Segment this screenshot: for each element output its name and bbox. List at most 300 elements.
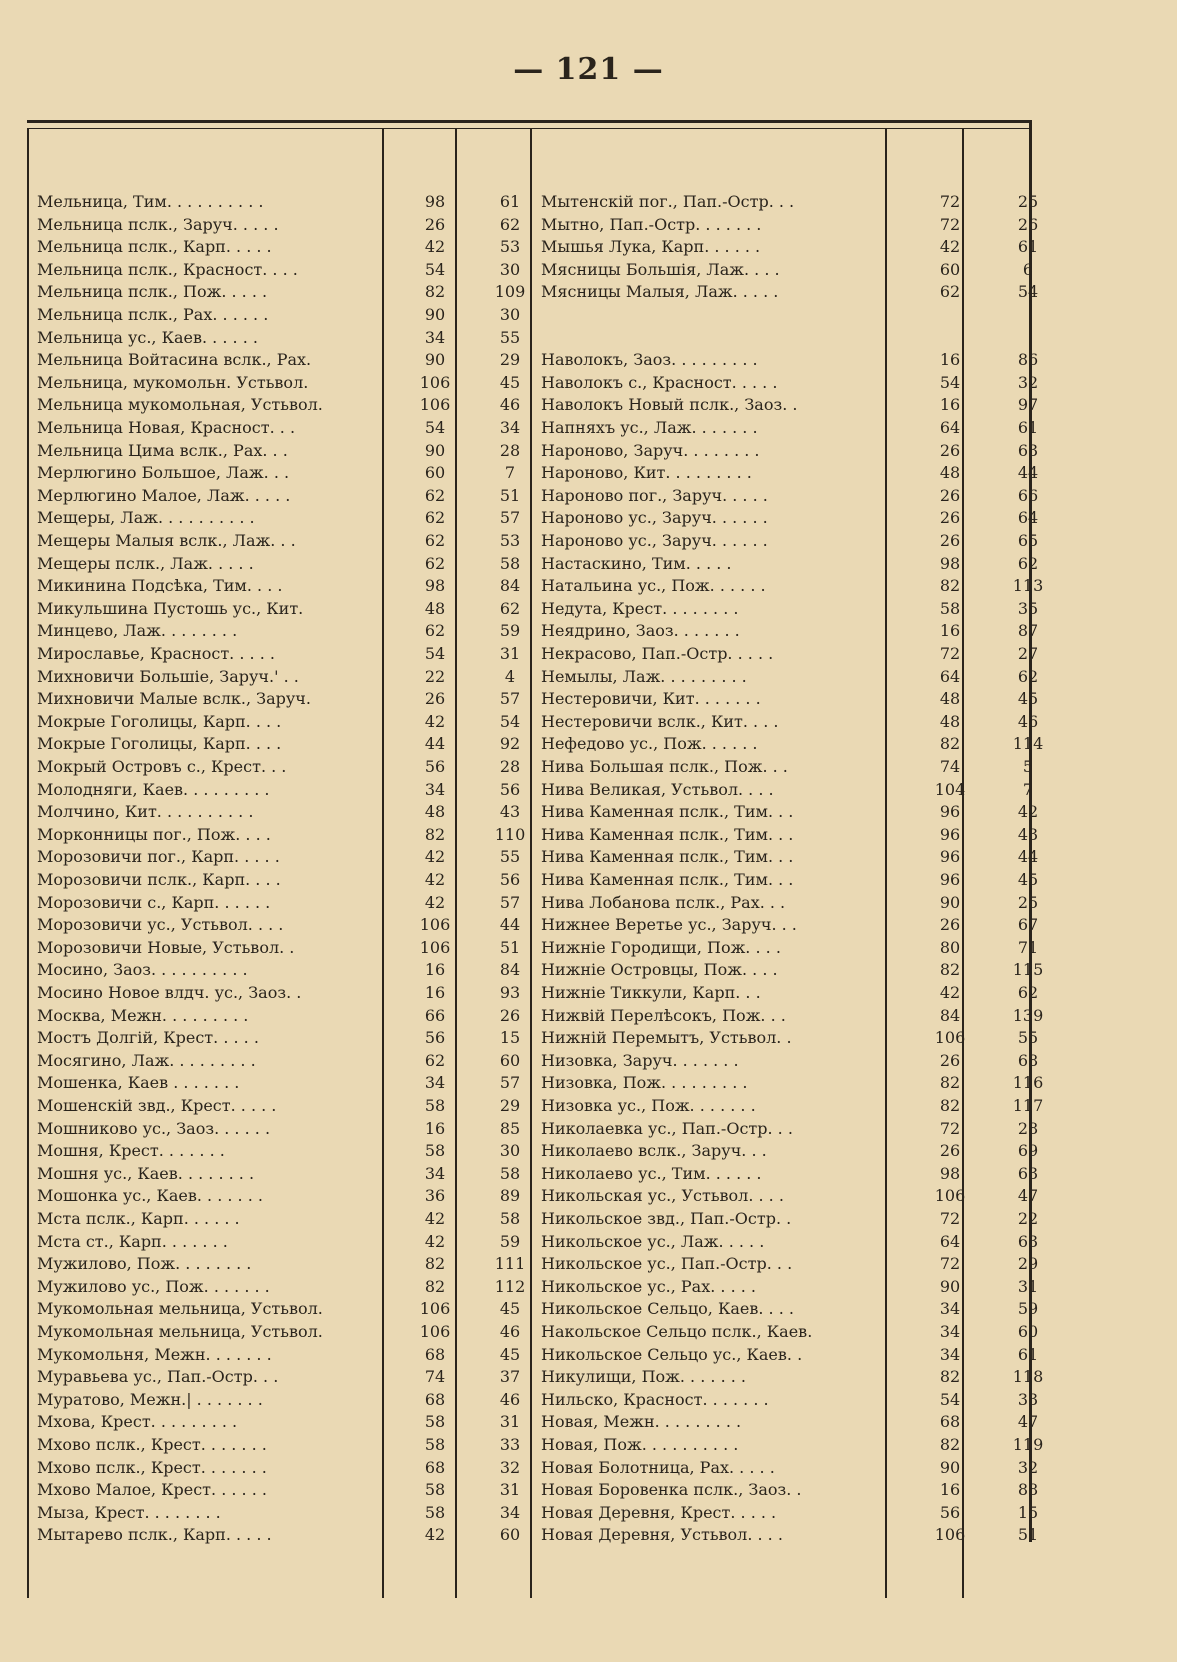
place-name: Мосино, Заоз. . . . . . . . . .	[37, 960, 248, 980]
place-name: Нива Лобанова пслк., Рах. . .	[541, 892, 786, 912]
place-name: Микинина Подсѣка, Тим. . . .	[37, 576, 283, 596]
map-sheet-number: 16	[939, 395, 961, 415]
map-sheet-number: 26	[424, 689, 446, 709]
map-sheet-number: 54	[424, 259, 446, 279]
map-sheet-number: 90	[424, 440, 446, 460]
map-sheet-number: 22	[424, 666, 446, 686]
place-name: Мукомольная мельница, Устьвол.	[37, 1322, 323, 1341]
entry-number: 26	[499, 1005, 521, 1025]
place-name: Мосягино, Лаж. . . . . . . . .	[37, 1050, 256, 1070]
map-sheet-number: 26	[939, 508, 961, 528]
place-name: Мытенскій пог., Пап.-Остр. . .	[541, 192, 795, 211]
entry-number: 46	[499, 1389, 521, 1409]
entry-number: 44	[499, 915, 521, 935]
map-sheet-number: 58	[424, 1435, 446, 1454]
entry-number: 34	[499, 1502, 521, 1522]
entry-number: 60	[499, 1050, 521, 1070]
entry-number: 44	[1017, 847, 1039, 867]
entry-number: 62	[499, 598, 521, 618]
place-name: Наволокъ, Заоз. . . . . . . . .	[541, 350, 758, 370]
entry-number: 53	[499, 531, 521, 550]
place-name: Мхово Малое, Крест. . . . . .	[37, 1480, 267, 1500]
map-sheet-number: 62	[939, 282, 961, 302]
entry-number: 25	[1017, 192, 1039, 211]
entry-number: 58	[499, 553, 521, 573]
entry-number: 44	[1017, 463, 1039, 483]
place-name: Морозовичи с., Карп. . . . . .	[37, 892, 271, 912]
place-name: Мельница мукомольная, Устьвол.	[37, 395, 323, 415]
map-sheet-number: 68	[939, 1412, 961, 1432]
entry-number: 51	[499, 937, 521, 957]
entry-number: 63	[1017, 440, 1039, 460]
entry-number: 119	[1012, 1435, 1044, 1454]
place-name: Нива Великая, Устьвол. . . .	[541, 779, 774, 799]
map-sheet-number: 26	[939, 915, 961, 935]
place-name: Низовка ус., Пож. . . . . . .	[541, 1096, 756, 1115]
entry-number: 45	[1017, 870, 1039, 889]
place-name: Нароново пог., Заруч. . . . .	[541, 485, 768, 505]
place-name: Никольское ус., Лаж. . . . .	[541, 1231, 765, 1251]
map-sheet-number: 58	[424, 1141, 446, 1161]
place-name: Мельница ус., Каев. . . . . .	[37, 327, 258, 347]
map-sheet-number: 54	[424, 644, 446, 663]
map-sheet-number: 106	[934, 1186, 966, 1206]
map-sheet-number: 58	[424, 1096, 446, 1115]
place-name: Мельница Новая, Красност. . .	[37, 418, 296, 437]
place-name: Мытарево пслк., Карп. . . . .	[37, 1525, 272, 1545]
entry-number: 71	[1017, 937, 1039, 957]
entry-number: 4	[504, 666, 516, 686]
place-name: Мокрый Островъ с., Крест. . .	[37, 757, 287, 776]
map-sheet-number: 90	[424, 350, 446, 370]
entry-number: 34	[499, 418, 521, 437]
map-sheet-number: 54	[939, 372, 961, 392]
entry-number: 59	[499, 1231, 521, 1251]
map-sheet-number: 90	[424, 305, 446, 324]
place-name: Николаево ус., Тим. . . . . .	[541, 1163, 762, 1183]
map-sheet-number: 16	[939, 350, 961, 370]
map-sheet-number: 106	[934, 1525, 966, 1545]
place-name: Мошня ус., Каев. . . . . . . .	[37, 1163, 255, 1183]
place-name: Наволокъ с., Красност. . . . .	[541, 372, 778, 392]
place-name: Мясницы Большія, Лаж. . . .	[541, 259, 780, 279]
column-rule	[382, 128, 384, 1598]
entry-number: 29	[499, 1096, 521, 1115]
map-sheet-number: 42	[939, 237, 961, 257]
page-number: — 121 —	[513, 52, 664, 87]
place-name: Молодняги, Каев. . . . . . . . .	[37, 779, 270, 799]
entry-number: 42	[1017, 802, 1039, 822]
entry-number: 118	[1012, 1367, 1044, 1387]
entry-number: 26	[1017, 214, 1039, 234]
map-sheet-number: 62	[424, 621, 446, 641]
map-sheet-number: 98	[939, 553, 961, 573]
map-sheet-number: 72	[939, 192, 961, 211]
place-name: Мельница пслк., Карп. . . . .	[37, 237, 272, 257]
place-name: Мошня, Крест. . . . . . .	[37, 1141, 225, 1161]
map-sheet-number: 56	[424, 1028, 446, 1048]
entry-number: 43	[1017, 824, 1039, 844]
place-name: Нестеровичи, Кит. . . . . . .	[541, 689, 761, 709]
place-name: Мельница пслк., Пож. . . . .	[37, 282, 268, 302]
place-name: Мокрые Гоголицы, Карп. . . .	[37, 734, 282, 754]
entry-number: 55	[499, 327, 521, 347]
map-sheet-number: 96	[939, 824, 961, 844]
place-name: Никольское Сельцо ус., Каев. .	[541, 1344, 803, 1364]
entry-number: 29	[499, 350, 521, 370]
map-sheet-number: 58	[939, 598, 961, 618]
place-name: Нижній Перемытъ, Устьвол. .	[541, 1028, 792, 1048]
entry-number: 56	[499, 870, 521, 889]
entry-number: 92	[499, 734, 521, 754]
place-name: Мытно, Пап.-Остр. . . . . . .	[541, 214, 762, 234]
place-name: Нильско, Красност. . . . . . .	[541, 1389, 769, 1409]
place-name: Мельница Войтасина вслк., Рах.	[37, 350, 312, 370]
map-sheet-number: 58	[424, 1412, 446, 1432]
entry-number: 7	[1022, 779, 1034, 799]
map-sheet-number: 48	[939, 463, 961, 483]
map-sheet-number: 82	[939, 1435, 961, 1454]
map-sheet-number: 106	[419, 1299, 451, 1319]
entry-number: 87	[1017, 621, 1039, 641]
entry-number: 113	[1012, 576, 1044, 596]
place-name: Москва, Межн. . . . . . . . .	[37, 1005, 249, 1025]
place-name: Нароново ус., Заруч. . . . . .	[541, 508, 768, 528]
map-sheet-number: 82	[939, 734, 961, 754]
place-name: Нижніе Городищи, Пож. . . .	[541, 937, 781, 957]
map-sheet-number: 34	[424, 1163, 446, 1183]
entry-number: 15	[1017, 1502, 1039, 1522]
map-sheet-number: 82	[939, 576, 961, 596]
map-sheet-number: 58	[424, 1502, 446, 1522]
place-name: Муратово, Межн.| . . . . . . .	[37, 1389, 263, 1409]
entry-number: 84	[499, 960, 521, 980]
entry-number: 109	[494, 282, 526, 302]
place-name: Никольское ус., Пап.-Остр. . .	[541, 1254, 793, 1274]
map-sheet-number: 48	[424, 802, 446, 822]
place-name: Мерлюгино Большое, Лаж. . .	[37, 463, 290, 483]
map-sheet-number: 68	[424, 1457, 446, 1477]
map-sheet-number: 42	[939, 983, 961, 1002]
entry-number: 56	[499, 779, 521, 799]
place-name: Никулищи, Пож. . . . . . .	[541, 1367, 746, 1387]
entry-number: 35	[1017, 598, 1039, 618]
place-name: Мельница, Тим. . . . . . . . . .	[37, 192, 264, 211]
entry-number: 60	[1017, 1322, 1039, 1341]
place-name: Морозовичи ус., Устьвол. . . .	[37, 915, 284, 935]
entry-number: 37	[499, 1367, 521, 1387]
entry-number: 30	[499, 305, 521, 324]
entry-number: 54	[1017, 282, 1039, 302]
map-sheet-number: 106	[419, 915, 451, 935]
entry-number: 45	[499, 372, 521, 392]
entry-number: 28	[499, 440, 521, 460]
map-sheet-number: 16	[939, 1480, 961, 1500]
place-name: Никольское Сельцо, Каев. . . .	[541, 1299, 794, 1319]
place-name: Мельница пслк., Заруч. . . . .	[37, 214, 279, 234]
place-name: Новая Боровенка пслк., Заоз. .	[541, 1480, 802, 1500]
entry-number: 88	[1017, 1480, 1039, 1500]
map-sheet-number: 62	[424, 485, 446, 505]
place-name: Морозовичи пог., Карп. . . . .	[37, 847, 280, 867]
place-name: Низовка, Заруч. . . . . . .	[541, 1050, 739, 1070]
place-name: Муравьева ус., Пап.-Остр. . .	[37, 1367, 279, 1387]
map-sheet-number: 106	[419, 372, 451, 392]
entry-number: 32	[499, 1457, 521, 1477]
map-sheet-number: 64	[939, 418, 961, 437]
place-name: Мошниково ус., Заоз. . . . . .	[37, 1118, 271, 1138]
entry-number: 27	[1017, 644, 1039, 663]
entry-number: 47	[1017, 1412, 1039, 1432]
entry-number: 97	[1017, 395, 1039, 415]
map-sheet-number: 62	[424, 1050, 446, 1070]
entry-number: 28	[499, 757, 521, 776]
map-sheet-number: 64	[939, 1231, 961, 1251]
map-sheet-number: 34	[939, 1299, 961, 1319]
place-name: Мирославье, Красност. . . . .	[37, 644, 275, 663]
entry-number: 51	[499, 485, 521, 505]
entry-number: 85	[499, 1118, 521, 1138]
place-name: Нароново, Заруч. . . . . . . .	[541, 440, 760, 460]
entry-number: 86	[1017, 350, 1039, 370]
entry-number: 31	[499, 1412, 521, 1432]
entry-number: 66	[1017, 485, 1039, 505]
place-name: Никольское ус., Рах. . . . .	[541, 1276, 757, 1296]
place-name: Мостъ Долгій, Крест. . . . .	[37, 1028, 259, 1048]
map-sheet-number: 68	[424, 1389, 446, 1409]
map-sheet-number: 42	[424, 1209, 446, 1228]
map-sheet-number: 106	[419, 1322, 451, 1341]
place-name: Мошенка, Каев . . . . . . .	[37, 1073, 240, 1093]
entry-number: 114	[1012, 734, 1044, 754]
map-sheet-number: 98	[424, 576, 446, 596]
map-sheet-number: 16	[424, 983, 446, 1002]
map-sheet-number: 26	[939, 1050, 961, 1070]
place-name: Мокрые Гоголицы, Карп. . . .	[37, 711, 282, 731]
map-sheet-number: 62	[424, 531, 446, 550]
map-sheet-number: 16	[424, 960, 446, 980]
entry-number: 57	[499, 689, 521, 709]
entry-number: 45	[1017, 689, 1039, 709]
map-sheet-number: 96	[939, 870, 961, 889]
map-sheet-number: 72	[939, 644, 961, 663]
map-sheet-number: 98	[424, 192, 446, 211]
entry-number: 63	[1017, 1163, 1039, 1183]
map-sheet-number: 72	[939, 214, 961, 234]
entry-number: 61	[499, 192, 521, 211]
map-sheet-number: 82	[424, 282, 446, 302]
place-name: Мукомольная мельница, Устьвол.	[37, 1299, 323, 1319]
entry-number: 31	[499, 1480, 521, 1500]
map-sheet-number: 26	[939, 531, 961, 550]
place-name: Мошенскій звд., Крест. . . . .	[37, 1096, 277, 1115]
entry-number: 30	[499, 1141, 521, 1161]
map-sheet-number: 82	[939, 1073, 961, 1093]
entry-number: 139	[1012, 1005, 1044, 1025]
map-sheet-number: 60	[424, 463, 446, 483]
place-name: Мещеры, Лаж. . . . . . . . . .	[37, 508, 255, 528]
entry-number: 31	[1017, 1276, 1039, 1296]
entry-number: 47	[1017, 1186, 1039, 1206]
entry-number: 110	[494, 824, 526, 844]
entry-number: 67	[1017, 915, 1039, 935]
map-sheet-number: 16	[939, 621, 961, 641]
entry-number: 51	[1017, 1525, 1039, 1545]
place-name: Накольское Сельцо пслк., Каев.	[541, 1322, 813, 1341]
entry-number: 112	[494, 1276, 526, 1296]
map-sheet-number: 58	[424, 1480, 446, 1500]
map-sheet-number: 54	[424, 418, 446, 437]
place-name: Настаскино, Тим. . . . .	[541, 553, 732, 573]
place-name: Новая Деревня, Устьвол. . . .	[541, 1525, 783, 1545]
place-name: Новая, Пож. . . . . . . . . .	[541, 1435, 739, 1454]
map-sheet-number: 34	[939, 1322, 961, 1341]
map-sheet-number: 64	[939, 666, 961, 686]
entry-number: 65	[1017, 531, 1039, 550]
entry-number: 62	[1017, 983, 1039, 1002]
map-sheet-number: 68	[424, 1344, 446, 1364]
entry-number: 53	[499, 237, 521, 257]
map-sheet-number: 42	[424, 237, 446, 257]
place-name: Неядрино, Заоз. . . . . . .	[541, 621, 740, 641]
map-sheet-number: 34	[424, 1073, 446, 1093]
place-name: Никольская ус., Устьвол. . . .	[541, 1186, 784, 1206]
map-sheet-number: 56	[424, 757, 446, 776]
map-sheet-number: 48	[424, 598, 446, 618]
map-sheet-number: 104	[934, 779, 966, 799]
map-sheet-number: 26	[939, 440, 961, 460]
map-sheet-number: 42	[424, 870, 446, 889]
entry-number: 61	[1017, 418, 1039, 437]
map-sheet-number: 60	[939, 259, 961, 279]
map-sheet-number: 82	[939, 1096, 961, 1115]
map-sheet-number: 90	[939, 1457, 961, 1477]
place-name: Молчино, Кит. . . . . . . . . .	[37, 802, 254, 822]
entry-number: 33	[499, 1435, 521, 1454]
place-name: Нива Каменная пслк., Тим. . .	[541, 870, 794, 889]
entry-number: 111	[494, 1254, 526, 1274]
place-name: Низовка, Пож. . . . . . . . .	[541, 1073, 748, 1093]
place-name: Новая Деревня, Крест. . . . .	[541, 1502, 777, 1522]
map-sheet-number: 48	[939, 711, 961, 731]
place-name: Мерлюгино Малое, Лаж. . . . .	[37, 485, 291, 505]
entry-number: 29	[1017, 1254, 1039, 1274]
map-sheet-number: 106	[419, 937, 451, 957]
place-name: Нароново ус., Заруч. . . . . .	[541, 531, 768, 550]
place-name: Нива Каменная пслк., Тим. . .	[541, 847, 794, 867]
map-sheet-number: 26	[939, 485, 961, 505]
place-name: Микульшина Пустошь ус., Кит.	[37, 598, 304, 618]
map-sheet-number: 56	[939, 1502, 961, 1522]
entry-number: 69	[1017, 1141, 1039, 1161]
map-sheet-number: 62	[424, 553, 446, 573]
entry-number: 32	[1017, 372, 1039, 392]
map-sheet-number: 72	[939, 1254, 961, 1274]
entry-number: 22	[1017, 1209, 1039, 1228]
column-rule	[27, 128, 29, 1598]
place-name: Натальина ус., Пож. . . . . .	[541, 576, 766, 596]
entry-number: 32	[1017, 1457, 1039, 1477]
place-name: Мосино Новое влдч. ус., Заоз. .	[37, 983, 302, 1002]
entry-number: 6	[1022, 259, 1034, 279]
place-name: Мста ст., Карп. . . . . . .	[37, 1231, 228, 1251]
entry-number: 55	[499, 847, 521, 867]
entry-number: 58	[499, 1163, 521, 1183]
map-sheet-number: 72	[939, 1118, 961, 1138]
entry-number: 117	[1012, 1096, 1044, 1115]
map-sheet-number: 42	[424, 1231, 446, 1251]
place-name: Нива Каменная пслк., Тим. . .	[541, 802, 794, 822]
map-sheet-number: 82	[424, 1254, 446, 1274]
map-sheet-number: 74	[424, 1367, 446, 1387]
place-name: Мхова, Крест. . . . . . . . .	[37, 1412, 238, 1432]
place-name: Мужилово ус., Пож. . . . . . .	[37, 1276, 270, 1296]
entry-number: 57	[499, 892, 521, 912]
place-name: Мхово пслк., Крест. . . . . . .	[37, 1435, 267, 1454]
map-sheet-number: 42	[424, 1525, 446, 1545]
place-name: Мельница пслк., Красност. . . .	[37, 259, 298, 279]
map-sheet-number: 82	[424, 1276, 446, 1296]
place-name: Мукомольня, Межн. . . . . . .	[37, 1344, 272, 1364]
place-name: Нижніе Островцы, Пож. . . .	[541, 960, 778, 980]
entry-number: 7	[504, 463, 516, 483]
entry-number: 59	[499, 621, 521, 641]
place-name: Нижнее Веретье ус., Заруч. . .	[541, 915, 797, 935]
entry-number: 30	[499, 259, 521, 279]
entry-number: 61	[1017, 1344, 1039, 1364]
entry-number: 62	[1017, 553, 1039, 573]
entry-number: 43	[499, 802, 521, 822]
map-sheet-number: 62	[424, 508, 446, 528]
entry-number: 46	[499, 1322, 521, 1341]
place-name: Нароново, Кит. . . . . . . . .	[541, 463, 752, 483]
entry-number: 15	[499, 1028, 521, 1048]
map-sheet-number: 98	[939, 1163, 961, 1183]
place-name: Минцево, Лаж. . . . . . . .	[37, 621, 238, 641]
place-name: Напняхъ ус., Лаж. . . . . . .	[541, 418, 758, 437]
entry-number: 46	[1017, 711, 1039, 731]
map-sheet-number: 42	[424, 892, 446, 912]
place-name: Мещеры Малыя вслк., Лаж. . .	[37, 531, 296, 550]
entry-number: 93	[499, 983, 521, 1002]
entry-number: 116	[1012, 1073, 1044, 1093]
place-name: Мужилово, Пож. . . . . . . .	[37, 1254, 252, 1274]
place-name: Мещеры пслк., Лаж. . . . .	[37, 553, 254, 573]
map-sheet-number: 66	[424, 1005, 446, 1025]
place-name: Мельница Цима вслк., Рах. . .	[37, 440, 288, 460]
entry-number: 5	[1022, 757, 1034, 776]
map-sheet-number: 44	[424, 734, 446, 754]
map-sheet-number: 82	[424, 824, 446, 844]
map-sheet-number: 26	[424, 214, 446, 234]
place-name: Михновичи Большіе, Заруч.' . .	[37, 666, 299, 686]
entry-number: 64	[1017, 508, 1039, 528]
entry-number: 45	[499, 1299, 521, 1319]
place-name: Новая, Межн. . . . . . . . .	[541, 1412, 742, 1432]
place-name: Морозовичи Новые, Устьвол. .	[37, 937, 295, 957]
entry-number: 60	[499, 1525, 521, 1545]
map-sheet-number: 84	[939, 1005, 961, 1025]
place-name: Мошонка ус., Каев. . . . . . .	[37, 1186, 263, 1206]
map-sheet-number: 82	[939, 960, 961, 980]
place-name: Нижніе Тиккули, Карп. . .	[541, 983, 761, 1002]
map-sheet-number: 90	[939, 892, 961, 912]
place-name: Нива Каменная пслк., Тим. . .	[541, 824, 794, 844]
place-name: Морконницы пог., Пож. . . .	[37, 824, 271, 844]
entry-number: 45	[499, 1344, 521, 1364]
map-sheet-number: 42	[424, 847, 446, 867]
entry-number: 54	[499, 711, 521, 731]
